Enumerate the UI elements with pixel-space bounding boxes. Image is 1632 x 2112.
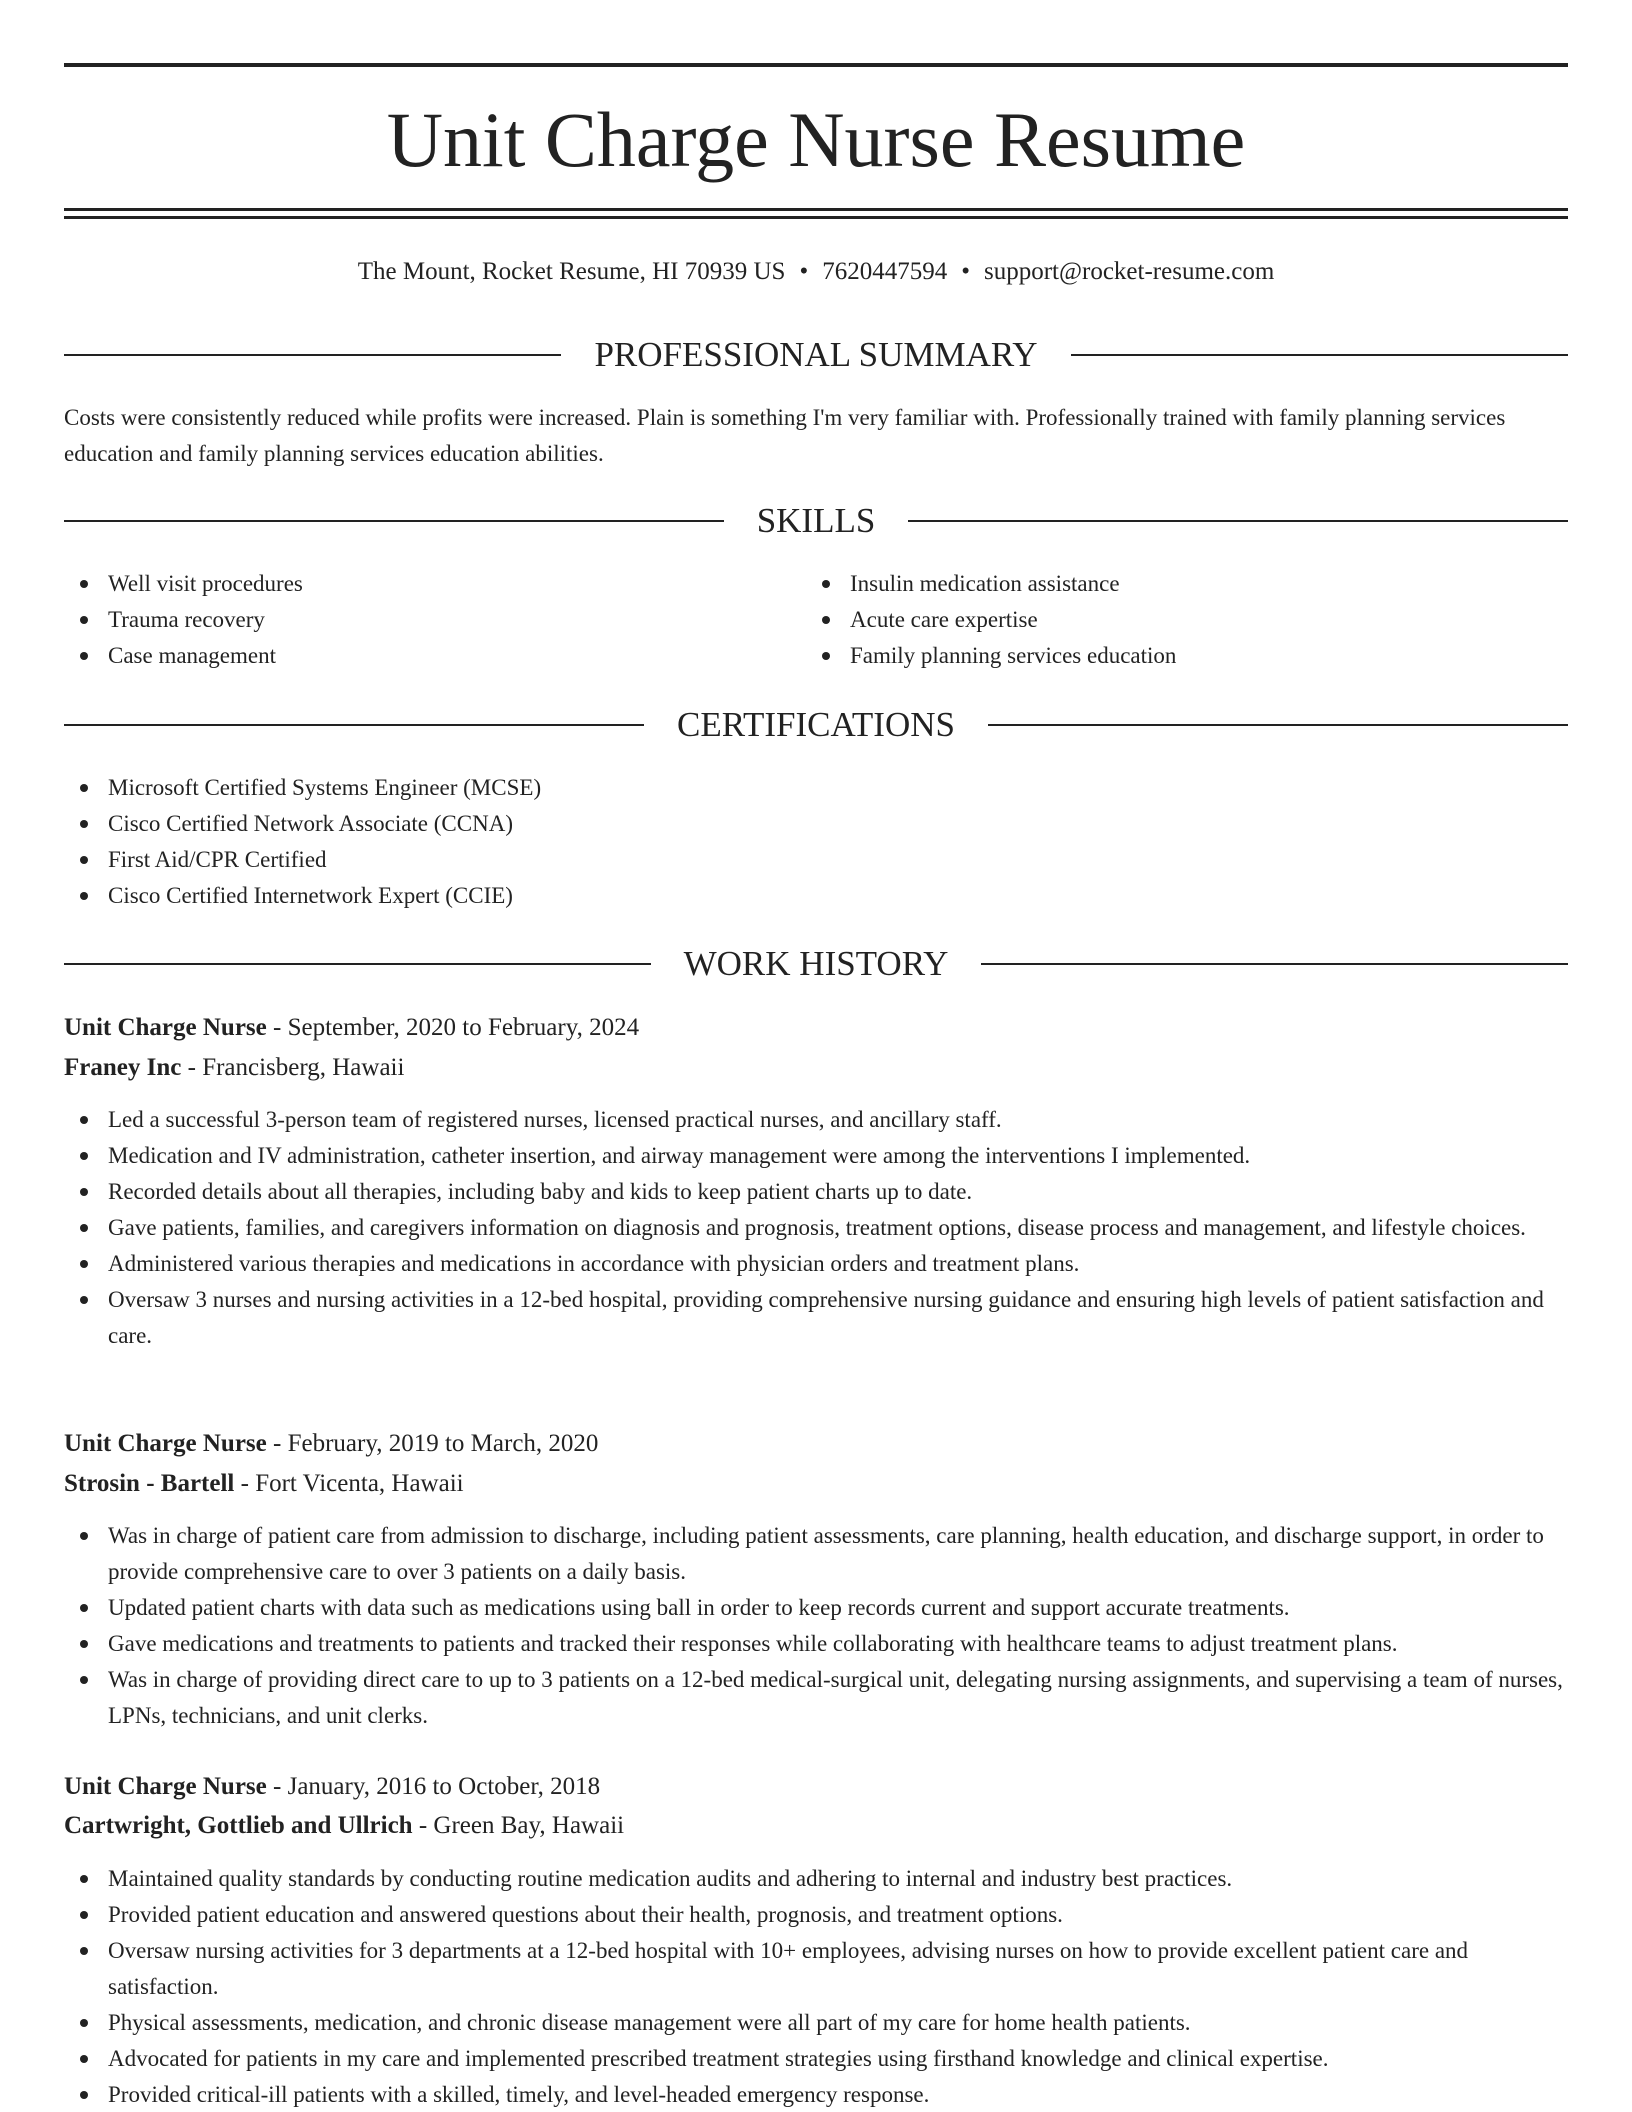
job-duty-item: Oversaw nursing activities for 3 departments at a 12-bed hospital with 10+ employees, advising nurses on how to provide excellent patient care and satisfaction. — [64, 1933, 1568, 2005]
contact-email: support@rocket-resume.com — [983, 258, 1275, 285]
job-company: Cartwright, Gottlieb and Ullrich — [64, 1812, 413, 1839]
section-heading-work-history — [64, 942, 1568, 986]
job-duty-item: Physical assessments, medication, and chronic disease management were all part of my care for home health patients. — [64, 2005, 1568, 2041]
section-title: CERTIFICATIONS — [677, 705, 955, 744]
section-heading-summary — [64, 333, 1568, 377]
job-title-line: Unit Charge Nurse - January, 2016 to October, 2018 — [64, 1773, 601, 1800]
job-title: Unit Charge Nurse — [64, 1773, 267, 1800]
job-title-line: Unit Charge Nurse - February, 2019 to March, 2020 — [64, 1430, 599, 1457]
skills-list-right — [806, 566, 1566, 674]
contact-address: The Mount, Rocket Resume, HI 70939 US — [357, 258, 786, 285]
summary-text: Costs were consistently reduced while profits were increased. Plain is something I'm very familiar with. Professionally trained with family planning services education and family planning services education abilities. — [64, 405, 1506, 466]
skill-item: Insulin medication assistance — [806, 566, 1566, 602]
job-dates: September, 2020 to February, 2024 — [287, 1014, 640, 1041]
resume-title: Unit Charge Nurse Resume — [386, 96, 1246, 183]
job-duty-item: Provided critical-ill patients with a skilled, timely, and level-headed emergency response. — [64, 2077, 1568, 2112]
certification-item: Microsoft Certified Systems Engineer (MCSE) — [64, 770, 1568, 806]
skill-item: Family planning services education — [806, 638, 1566, 674]
heading-rule-left — [64, 520, 724, 522]
top-rule — [64, 63, 1568, 67]
job-duty-item: Gave patients, families, and caregivers information on diagnosis and prognosis, treatment options, disease process and management, and lifestyle choices. — [64, 1210, 1568, 1246]
job-dates: January, 2016 to October, 2018 — [287, 1773, 601, 1800]
heading-rule-right — [1071, 354, 1568, 356]
job-duties-list — [64, 1861, 1568, 2112]
job-duty-item: Gave medications and treatments to patients and tracked their responses while collaborating with healthcare teams to adjust treatment plans. — [64, 1626, 1568, 1662]
job-duties-list — [64, 1102, 1568, 1354]
heading-rule-left — [64, 354, 561, 356]
job-duty-item: Updated patient charts with data such as medications using ball in order to keep records current and support accurate treatments. — [64, 1590, 1568, 1626]
section-title: PROFESSIONAL SUMMARY — [594, 335, 1038, 374]
job-company-line: Strosin - Bartell - Fort Vicenta, Hawaii — [64, 1470, 464, 1497]
job-dates: February, 2019 to March, 2020 — [287, 1430, 599, 1457]
section-heading-skills — [64, 499, 1568, 543]
title-double-rule-upper — [64, 208, 1568, 211]
job-location: Fort Vicenta, Hawaii — [255, 1470, 464, 1497]
job-company: Strosin - Bartell — [64, 1470, 235, 1497]
contact-separator: • — [961, 258, 970, 285]
title-double-rule-lower — [64, 216, 1568, 219]
skill-item: Well visit procedures — [64, 566, 804, 602]
job-title: Unit Charge Nurse — [64, 1014, 267, 1041]
certification-item: Cisco Certified Internetwork Expert (CCIE) — [64, 878, 1568, 914]
skill-item: Acute care expertise — [806, 602, 1566, 638]
job-duties-list — [64, 1518, 1568, 1734]
heading-rule-right — [981, 963, 1568, 965]
heading-rule-right — [908, 520, 1568, 522]
job-duty-item: Advocated for patients in my care and implemented prescribed treatment strategies using firsthand knowledge and clinical expertise. — [64, 2041, 1568, 2077]
job-title: Unit Charge Nurse — [64, 1430, 267, 1457]
job-duty-item: Provided patient education and answered questions about their health, prognosis, and treatment options. — [64, 1897, 1568, 1933]
skills-list-left — [64, 566, 804, 674]
job-duty-item: Maintained quality standards by conducting routine medication audits and adhering to internal and industry best practices. — [64, 1861, 1568, 1897]
certification-item: First Aid/CPR Certified — [64, 842, 1568, 878]
section-title: WORK HISTORY — [683, 944, 949, 983]
job-duty-item: Was in charge of patient care from admission to discharge, including patient assessments, care planning, health education, and discharge support, in order to provide comprehensive care to over 3 patients on a daily basis. — [64, 1518, 1568, 1590]
job-duty-item: Oversaw 3 nurses and nursing activities in a 12-bed hospital, providing comprehensive nursing guidance and ensuring high levels of patient satisfaction and care. — [64, 1282, 1568, 1354]
certifications-list — [64, 770, 1568, 914]
job-duty-item: Led a successful 3-person team of registered nurses, licensed practical nurses, and ancillary staff. — [64, 1102, 1568, 1138]
heading-rule-left — [64, 963, 651, 965]
contact-phone: 7620447594 — [822, 258, 948, 285]
job-location: Green Bay, Hawaii — [433, 1812, 625, 1839]
heading-rule-right — [988, 724, 1568, 726]
heading-rule-left — [64, 724, 644, 726]
section-heading-certifications — [64, 703, 1568, 747]
section-title: SKILLS — [756, 501, 876, 540]
job-duty-item: Medication and IV administration, catheter insertion, and airway management were among the interventions I implemented. — [64, 1138, 1568, 1174]
job-duty-item: Was in charge of providing direct care to up to 3 patients on a 12-bed medical-surgical unit, delegating nursing assignments, and supervising a team of nurses, LPNs, technicians, and unit clerks. — [64, 1662, 1568, 1734]
job-company-line: Franey Inc - Francisberg, Hawaii — [64, 1054, 405, 1081]
job-company-line: Cartwright, Gottlieb and Ullrich - Green Bay, Hawaii — [64, 1812, 625, 1839]
job-company: Franey Inc — [64, 1054, 182, 1081]
contact-separator: • — [799, 258, 809, 285]
job-duty-item: Recorded details about all therapies, including baby and kids to keep patient charts up to date. — [64, 1174, 1568, 1210]
job-duty-item: Administered various therapies and medications in accordance with physician orders and treatment plans. — [64, 1246, 1568, 1282]
skill-item: Case management — [64, 638, 804, 674]
job-location: Francisberg, Hawaii — [202, 1054, 405, 1081]
skill-item: Trauma recovery — [64, 602, 804, 638]
certification-item: Cisco Certified Network Associate (CCNA) — [64, 806, 1568, 842]
job-title-line: Unit Charge Nurse - September, 2020 to February, 2024 — [64, 1014, 640, 1041]
contact-line — [64, 254, 1568, 290]
